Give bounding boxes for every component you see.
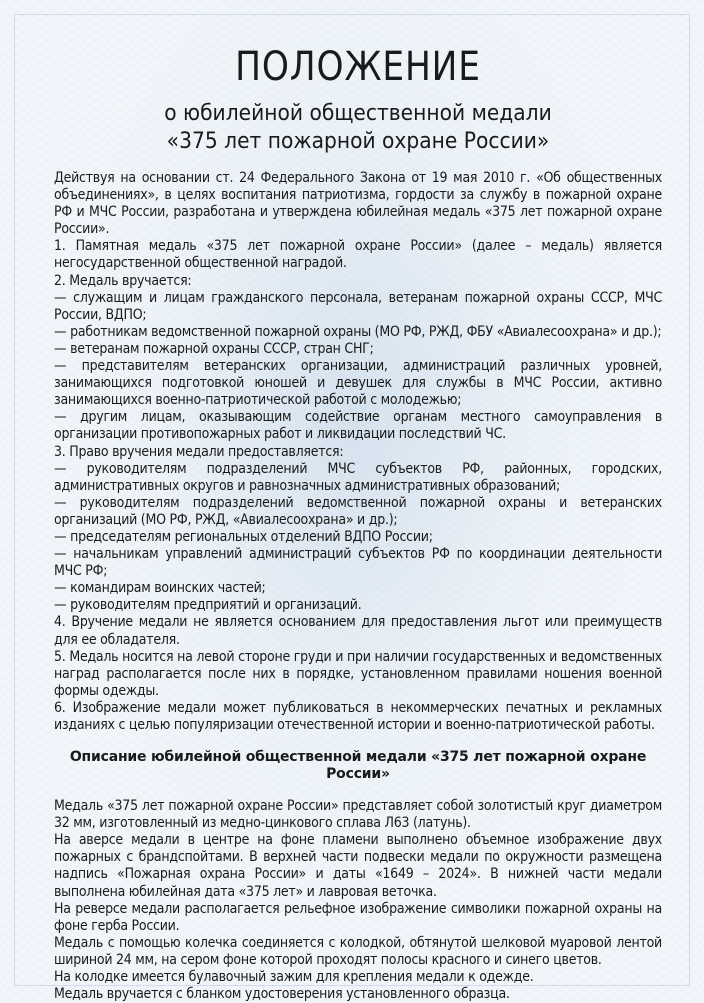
description-paragraph: На колодке имеется булавочный зажим для крепления медали к одежде. (54, 969, 534, 986)
description-paragraph: На аверсе медали в центре на фоне пламени выполнено объемное изображение двух пожарных с брандспойтами. В верхней части подвески медали по окружности размещена надпись «Пожарная охрана России» и даты «1649 – 2024». В нижней части медали выполнена юбилейная дата «375 лет» и лавровая веточка. (54, 832, 662, 900)
document-subtitle (54, 100, 662, 156)
description-paragraph: Медаль с помощью колечка соединяется с колодкой, обтянутой шелковой муаровой лентой шириной 24 мм, на сером фоне которой проходят полосы красного и синего цветов. (54, 934, 662, 968)
list-item: — руководителям подразделений МЧС субъектов РФ, районных, городских, административных округов и равнозначных административных образований; (54, 460, 662, 494)
paragraph-6: 6. Изображение медали может публиковаться в некоммерческих печатных и рекламных изданиях с целью популяризации отечественной истории и военно-патриотической работы. (54, 699, 662, 733)
paragraph-2: 2. Медаль вручается: (54, 272, 192, 289)
description-paragraph: На реверсе медали располагается рельефное изображение символики пожарной охраны на фоне герба России. (54, 900, 662, 934)
regulation-body (54, 170, 662, 734)
document-title: ПОЛОЖЕНИЕ (235, 44, 481, 90)
description-paragraph: Медаль «375 лет пожарной охране России» представляет собой золотистый круг диаметром 32 мм, изготовленный из медно-цинкового сплава Л63 (латунь). (54, 798, 662, 832)
list-item: — работникам ведомственной пожарной охраны (МО РФ, РЖД, ФБУ «Авиалесоохрана» и др.); (54, 323, 662, 340)
list-item: — руководителям предприятий и организаций. (54, 597, 362, 614)
list-item: — ветеранам пожарной охраны СССР, стран СНГ; (54, 340, 374, 357)
paragraph-5: 5. Медаль носится на левой стороне груди и при наличии государственных и ведомственных наград располагается после них в порядке, установленном правилами ношения военной формы одежды. (54, 648, 662, 699)
paragraph-4: 4. Вручение медали не является основанием для предоставления льгот или преимуществ для ее обладателя. (54, 614, 662, 648)
subtitle-line-2: «375 лет пожарной охране России» (166, 129, 550, 154)
list-item: — командирам воинских частей; (54, 580, 266, 597)
list-item: — другим лицам, оказывающим содействие органам местного самоуправления в организации противопожарных работ и ликвидации последствий ЧС. (54, 409, 662, 443)
description-paragraph: Медаль вручается с бланком удостоверения установленного образца. (54, 986, 510, 1003)
paragraph-1: 1. Памятная медаль «375 лет пожарной охране России» (далее – медаль) является негосударственной общественной наградой. (54, 238, 662, 272)
description-body (54, 798, 662, 1003)
list-item: — начальникам управлений администраций субъектов РФ по координации деятельности МЧС РФ; (54, 546, 662, 580)
list-item: — председателям региональных отделений ВДПО России; (54, 528, 433, 545)
list-item: — представителям ветеранских организации, администраций различных уровней, занимающихся подготовкой юношей и девушек для службы в МЧС России, активно занимающихся военно-патриотической работой с молодежью; (54, 358, 662, 409)
list-item: — служащим и лицам гражданского персонала, ветеранам пожарной охраны СССР, МЧС России, ВДПО; (54, 289, 662, 323)
paragraph-intro: Действуя на основании ст. 24 Федерального Закона от 19 мая 2010 г. «Об общественных объединениях», в целях воспитания патриотизма, гордости за службу в пожарной охране РФ и МЧС России, разработана и утверждена юбилейная медаль «375 лет пожарной охране России». (54, 170, 662, 238)
list-item: — руководителям подразделений ведомственной пожарной охраны и ветеранских организаций (МО РФ, РЖД, «Авиалесоохрана» и др.); (54, 494, 662, 528)
description-heading: Описание юбилейной общественной медали «375 лет пожарной охране России» (69, 749, 647, 783)
subtitle-line-1: о юбилейной общественной медали (164, 101, 552, 126)
paragraph-3: 3. Право вручения медали предоставляется: (54, 443, 344, 460)
